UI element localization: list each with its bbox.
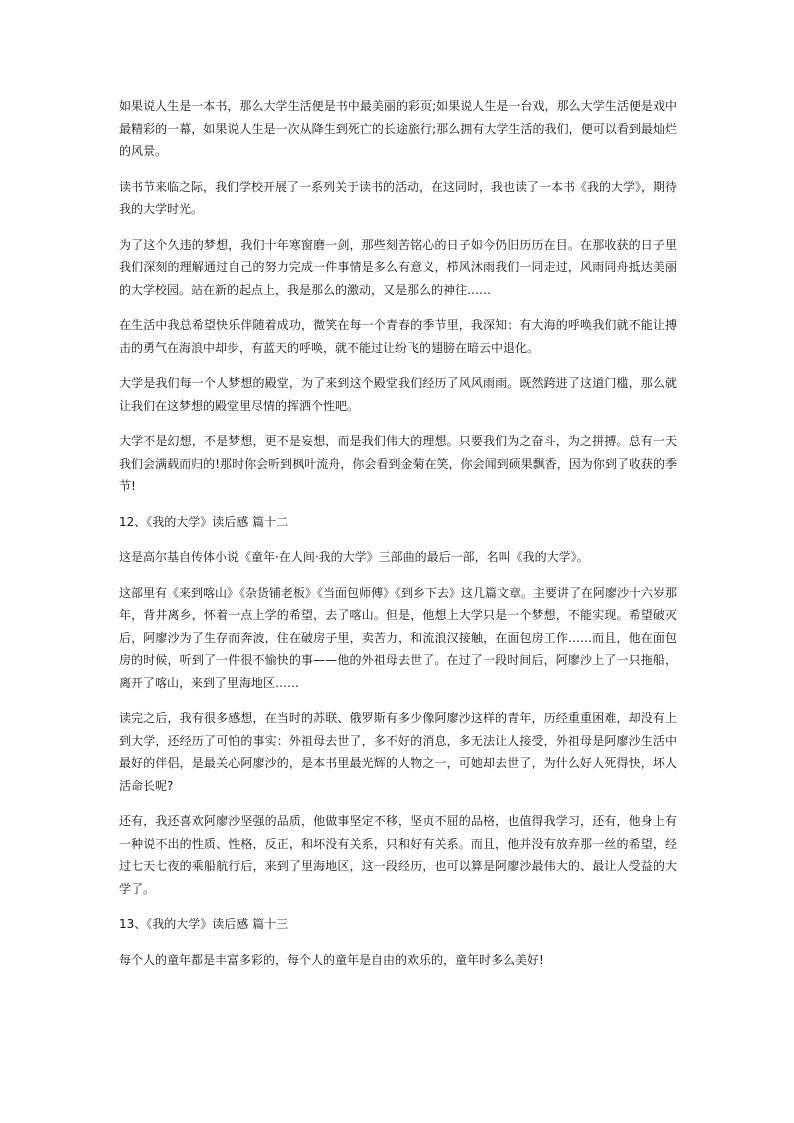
paragraph-summary: 这部里有《来到喀山》《杂货铺老板》《当面包师傅》《到乡下去》这几篇文章。主要讲了在阿廖沙十六岁那年，背井离乡，怀着一点上学的希望，去了喀山。但是，他想上大学只是一个梦想，不能实现。希望破灭后，阿廖沙为了生存而奔波，住在破房子里，卖苦力，和流浪汉接触，在面包房工作……而且，他在面包房的时候，听到了一件很不愉快的事——他的外祖母去世了。在过了一段时间后，阿廖沙上了一只拖船，离开了喀山，来到了里海地区……	[119, 585, 678, 690]
paragraph-gorky: 这是高尔基自传体小说《童年·在人间·我的大学》三部曲的最后一部，名叫《我的大学》。	[119, 550, 589, 564]
paragraph-character: 还有，我还喜欢阿廖沙坚强的品质，他做事坚定不移，坚贞不屈的品格，也值得我学习，还有，他身上有一种说不出的性质、性格，反正，和坏没有关系，只和好有关系。而且，他并没有放弃那一丝的希望，经过七天七夜的乘船航行后，来到了里海地区，这一段经历，也可以算是阿廖沙最伟大的、最让人受益的大学了。	[119, 814, 677, 896]
paragraph-dream: 为了这个久违的梦想，我们十年寒窗磨一剑，那些刻苦铭心的日子如今仍旧历历在目。在那收获的日子里我们深刻的理解通过自己的努力完成一件事情是多么有意义，栉风沐雨我们一同走过，风雨同舟抵达美丽的大学校园。站在新的起点上，我是那么的激动，又是那么的神往……	[119, 237, 677, 297]
paragraph-intro: 如果说人生是一本书，那么大学生活便是书中最美丽的彩页;如果说人生是一台戏，那么大学生活便是戏中最精彩的一幕，如果说人生是一次从降生到死亡的长途旅行;那么拥有大学生活的我们，便可以看到最灿烂的风景。	[119, 99, 677, 158]
paragraph-childhood: 每个人的童年都是丰富多彩的，每个人的童年是自由的欢乐的，童年时多么美好!	[119, 952, 544, 967]
section-heading-13: 13、《我的大学》读后感 篇十三	[119, 917, 289, 931]
paragraph-hall: 大学是我们每一个人梦想的殿堂，为了来到这个殿堂我们经历了风风雨雨。既然跨进了这道门槛，那么就让我们在这梦想的殿堂里尽情的挥洒个性吧。	[119, 376, 677, 413]
paragraph-life: 在生活中我总希望快乐伴随着成功，微笑在每一个青春的季节里，我深知：有大海的呼唤我们就不能让搏击的勇气在海浪中却步，有蓝天的呼唤，就不能过让纷飞的翅膀在暗云中退化。	[119, 318, 677, 355]
paragraph-reflection: 读完之后，我有很多感想，在当时的苏联、俄罗斯有多少像阿廖沙这样的青年，历经重重困难，却没有上到大学，还经历了可怕的事实：外祖母去世了，多不好的消息，多无法让人接受，外祖母是阿廖沙生活中最好的伴侣，是最关心阿廖沙的，是本书里最光辉的人物之一，可她却去世了，为什么好人死得快，坏人活命长呢?	[119, 711, 677, 793]
section-heading-12: 12、《我的大学》读后感 篇十二	[119, 514, 289, 529]
paragraph-ideal: 大学不是幻想，不是梦想，更不是妄想，而是我们伟大的理想。只要我们为之奋斗，为之拼搏。总有一天我们会满载而归的!那时你会听到枫叶流舟，你会看到金菊在笑，你会闻到硕果飘香，因为你到了收获的季节!	[119, 434, 677, 493]
article-body	[119, 95, 677, 984]
paragraph-reading-festival: 读书节来临之际，我们学校开展了一系列关于读书的活动，在这同时，我也读了一本书《我的大学》，期待我的大学时光。	[119, 179, 678, 216]
